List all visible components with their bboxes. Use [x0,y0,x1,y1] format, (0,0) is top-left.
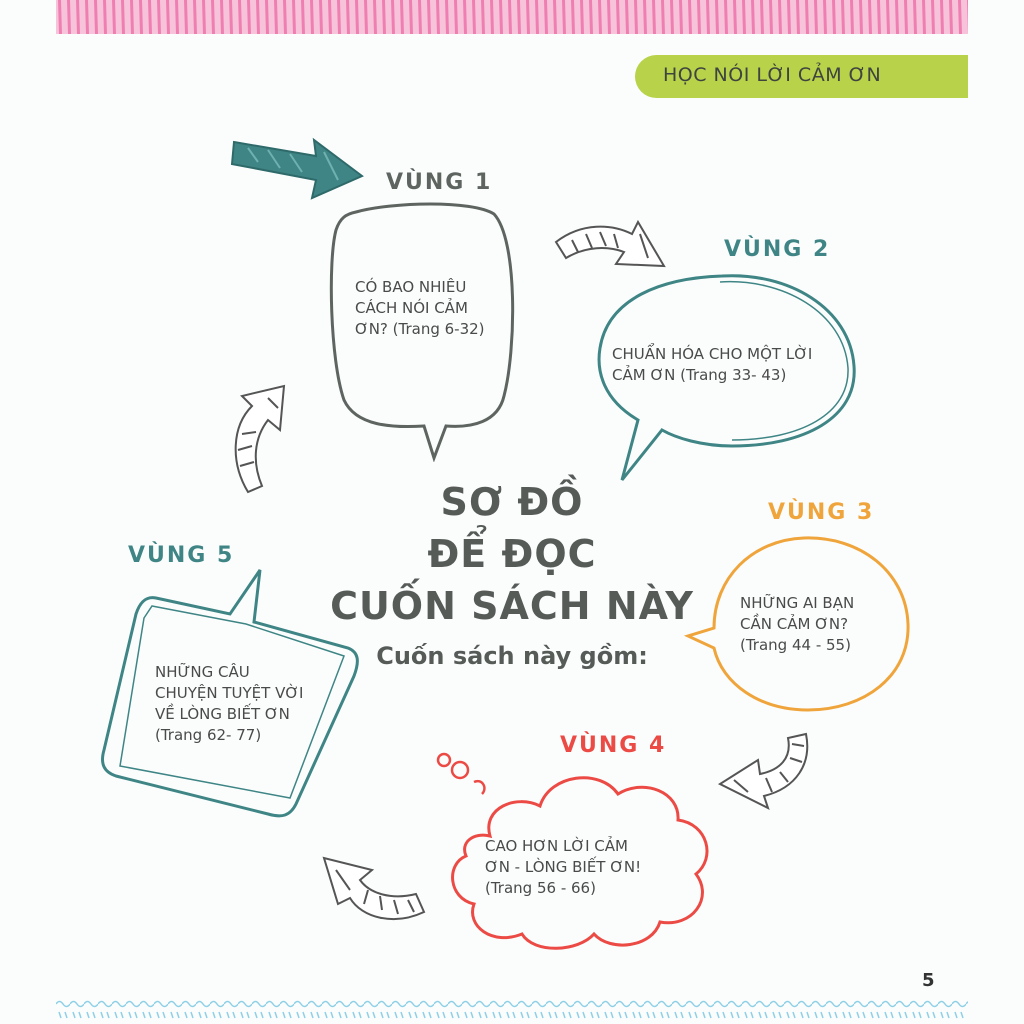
zone-4-line: ƠN - LÒNG BIẾT ƠN! [485,858,642,876]
diagram-title-line-1: SƠ ĐỒ [440,480,584,524]
curved-arrow-icon [714,730,814,810]
zone-3-line: (Trang 44 - 55) [740,636,851,654]
zone-2-line: CẢM ƠN (Trang 33- 43) [612,366,787,384]
page-number: 5 [922,970,935,991]
zone-1-line: CÁCH NÓI CẢM [355,299,468,317]
zone-3-text [740,593,910,656]
header-stripe-band [56,0,968,34]
zone-3-line: NHỮNG AI BẠN [740,594,855,612]
zone-1-line: CÓ BAO NHIÊU [355,278,467,296]
diagram-title-line-3: CUỐN SÁCH NÀY [330,584,694,628]
zone-3-label: VÙNG 3 [768,500,875,525]
zone-5-label: VÙNG 5 [128,543,235,568]
section-title: HỌC NÓI LỜI CẢM ƠN [663,64,882,86]
zone-2-text [612,344,852,386]
zone-1-text [355,277,515,340]
zone-4-text [485,836,685,899]
zone-4-line: CAO HƠN LỜI CẢM [485,837,628,855]
zone-2-label: VÙNG 2 [724,237,831,262]
curved-arrow-icon [320,854,430,926]
zone-5-line: NHỮNG CÂU [155,663,250,681]
curved-arrow-icon [226,382,290,496]
zone-3-line: CẦN CẢM ƠN? [740,615,849,633]
zone-4-line: (Trang 56 - 66) [485,879,596,897]
zone-5-text [155,662,345,746]
diagram-title-line-2: ĐỂ ĐỌC [427,532,597,576]
zone-5-line: (Trang 62- 77) [155,726,262,744]
zone-2-line: CHUẨN HÓA CHO MỘT LỜI [612,345,813,363]
zone-1-label: VÙNG 1 [386,170,493,195]
section-title-tab [635,55,968,98]
zone-1-line: ƠN? (Trang 6-32) [355,320,485,338]
footer-wave-band [56,998,968,1024]
start-arrow-icon [228,132,368,204]
diagram-subtitle: Cuốn sách này gồm: [376,642,648,670]
zone-5-line: VỀ LÒNG BIẾT ƠN [155,705,290,723]
zone-5-line: CHUYỆN TUYỆT VỜI [155,684,304,702]
zone-4-label: VÙNG 4 [560,733,667,758]
curved-arrow-icon [552,218,668,272]
